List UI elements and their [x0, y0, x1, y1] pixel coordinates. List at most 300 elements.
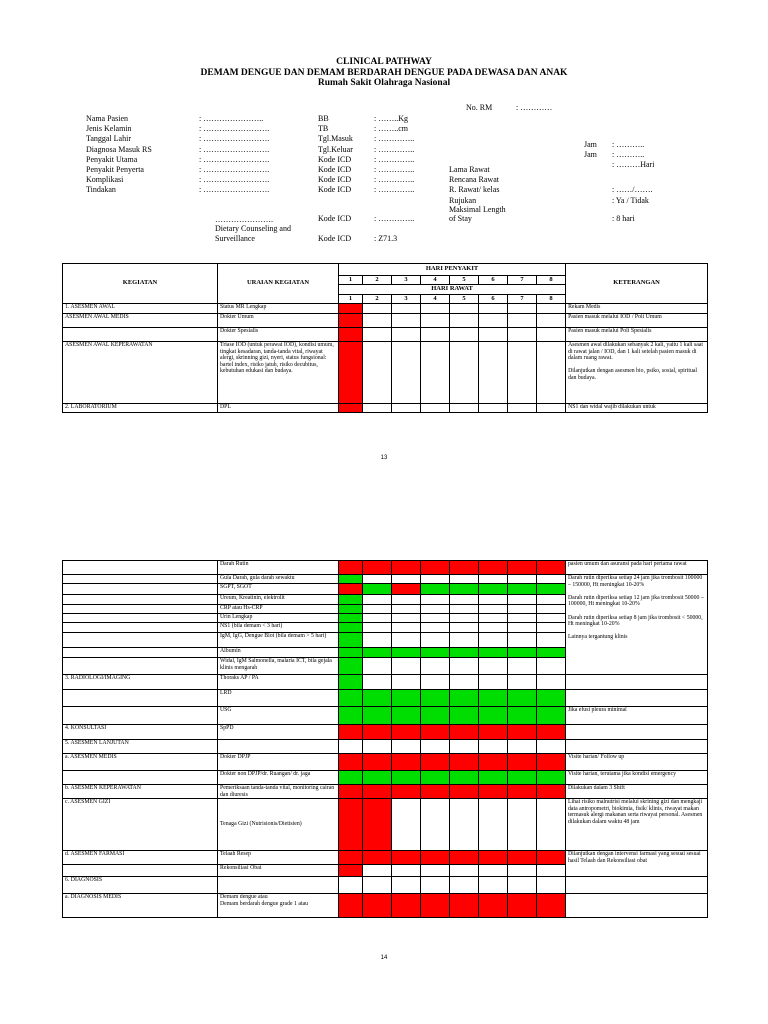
day-6-cell-required [479, 725, 508, 740]
col2-label: Tgl.Keluar [318, 144, 353, 154]
day-6-cell-optional [479, 771, 508, 785]
day-1-cell-optional [339, 575, 363, 584]
col1-value: : ……………………. [199, 185, 270, 195]
day-7-cell-empty [508, 675, 537, 690]
day-header-7: 7 [508, 276, 537, 285]
col2-label: Kode ICD [318, 154, 352, 164]
col1-value: : ……………………. [199, 154, 270, 164]
day-2-cell-optional [363, 690, 392, 707]
day-6-cell-empty [479, 342, 508, 404]
day-5-cell-empty [450, 877, 479, 894]
col4-value: : ……….. [612, 149, 645, 159]
kegiatan-cell: b. ASESMEN KEPERAWATAN [63, 785, 218, 799]
day-header-2: 2 [363, 276, 392, 285]
day-1-cell-empty [339, 740, 363, 754]
col2-label: Tgl.Masuk [318, 134, 353, 144]
day-8-cell-required [537, 561, 566, 575]
day-header-6: 6 [479, 295, 508, 304]
day-5-cell-optional [450, 707, 479, 725]
day-7-cell-optional [508, 584, 537, 595]
keterangan-cell: Visite harian, terutama jika kondisi emergency [566, 771, 708, 785]
col1-label: Nama Pasien [86, 114, 128, 123]
day-4-cell-optional [421, 690, 450, 707]
day-5-cell-required [450, 851, 479, 865]
kegiatan-cell [63, 614, 218, 623]
day-8-cell-empty [537, 342, 566, 404]
uraian-cell: LRD [218, 690, 339, 707]
day-6-cell-empty [479, 328, 508, 342]
day-2-cell-required [363, 785, 392, 799]
page-13 [0, 0, 768, 480]
day-header-6: 6 [479, 276, 508, 285]
day-2-cell-empty [363, 605, 392, 614]
day-7-cell-optional [508, 690, 537, 707]
day-4-cell-required [421, 725, 450, 740]
kegiatan-cell: ASESMEN AWAL KEPERAWATAN [63, 342, 218, 404]
day-5-cell-empty [450, 328, 479, 342]
keterangan-cell: Lihat risiko malnutrisi melalui skrining gizi dan mengkaji data antropometri, biokimia, fisik/ klinis, riwayat makan termasuk alergi makanan serta riwayat personal. Asesmen dilakukan dalam waktu 48 jam [566, 799, 708, 851]
day-8-cell-required [537, 754, 566, 771]
day-header-3: 3 [392, 295, 421, 304]
col4-label: Jam [584, 149, 597, 159]
day-5-cell-empty [450, 633, 479, 648]
day-4-cell-empty [421, 575, 450, 584]
col1-label: Komplikasi [86, 175, 124, 185]
day-3-cell-empty [392, 314, 421, 328]
day-3-cell-empty [392, 740, 421, 754]
day-4-cell-empty [421, 605, 450, 614]
day-header-5: 5 [450, 276, 479, 285]
day-3-cell-empty [392, 595, 421, 605]
day-5-cell-empty [450, 314, 479, 328]
col1-value: : ……………………. [199, 134, 270, 144]
day-2-cell-empty [363, 314, 392, 328]
day-2-cell-empty [363, 404, 392, 413]
day-3-cell-empty [392, 328, 421, 342]
pathway-table-page2 [62, 560, 708, 918]
day-1-cell-required [339, 785, 363, 799]
day-6-cell-optional [479, 690, 508, 707]
day-4-cell-empty [421, 740, 450, 754]
day-8-cell-empty [537, 877, 566, 894]
keterangan-cell: Darah rutin diperiksa setiap 24 jam jika trombosit 100000 – 150000, Ht meningkat 10-20% Darah rutin diperiksa setiap 12 jam jika trombosit 50000 – 100000, Ht meningkat 10-20% Darah rutin diperiksa setiap 8 jam jika trombosit < 50000, Ht meningkat 10-20% Lainnya tergantung klinis [566, 575, 708, 675]
day-2-cell-required [363, 561, 392, 575]
day-5-cell-required [450, 894, 479, 918]
day-7-cell-empty [508, 328, 537, 342]
keterangan-cell [566, 725, 708, 740]
day-3-cell-empty [392, 342, 421, 404]
day-1-cell-optional [339, 658, 363, 675]
day-7-cell-empty [508, 404, 537, 413]
day-5-cell-required [450, 561, 479, 575]
day-1-cell-required [339, 584, 363, 595]
kegiatan-cell: a. DIAGNOSIS MEDIS [63, 894, 218, 918]
day-7-cell-required [508, 785, 537, 799]
col1-label: Tanggal Lahir [86, 134, 131, 144]
day-6-cell-required [479, 785, 508, 799]
day-1-cell-optional [339, 633, 363, 648]
col2-value: : ………….. [374, 154, 415, 164]
table-row [63, 851, 708, 865]
day-4-cell-empty [421, 342, 450, 404]
col1-label: Diagnosa Masuk RS [86, 144, 152, 154]
day-2-cell-empty [363, 633, 392, 648]
kegiatan-cell [63, 707, 218, 725]
day-3-cell-optional [392, 771, 421, 785]
day-3-cell-empty [392, 799, 421, 851]
col4-label: Jam [584, 139, 597, 149]
keterangan-cell: Dilanjutkan dengan intervensi farmasi yang sesuai sesuai hasil Telaah dan Rekonsiliasi obat [566, 851, 708, 877]
keterangan-cell: Rekam Medis [566, 304, 708, 314]
day-2-cell-empty [363, 675, 392, 690]
day-7-cell-required [508, 894, 537, 918]
day-1-cell-required [339, 894, 363, 918]
day-1-cell-optional [339, 623, 363, 633]
day-2-cell-empty [363, 865, 392, 877]
col4-value: : Ya / Tidak [612, 195, 649, 205]
keterangan-cell: Dilakukan dalam 3 Shift [566, 785, 708, 799]
day-header-2: 2 [363, 295, 392, 304]
col2-value: : ……..Kg [374, 114, 408, 123]
day-7-cell-empty [508, 342, 537, 404]
day-3-cell-empty [392, 633, 421, 648]
kegiatan-cell [63, 575, 218, 584]
day-3-cell-optional [392, 707, 421, 725]
table-row [63, 675, 708, 690]
day-2-cell-optional [363, 707, 392, 725]
tindakan-extra-text: …………………. [215, 215, 273, 224]
uraian-cell: Thoraks AP / PA [218, 675, 339, 690]
col3-text: Lama Rawat [449, 165, 490, 174]
tindakan-extra-text: Dietary Counseling and [215, 224, 291, 233]
kegiatan-cell [63, 690, 218, 707]
uraian-cell: Status MR Lengkap [218, 304, 339, 314]
day-6-cell-optional [479, 648, 508, 658]
doc-title: CLINICAL PATHWAY [336, 57, 432, 67]
day-1-cell-optional [339, 771, 363, 785]
day-2-cell-optional [363, 771, 392, 785]
col1-label: Penyakit Penyerta [86, 165, 144, 174]
uraian-cell [218, 877, 339, 894]
uraian-cell [218, 740, 339, 754]
uraian-cell: Widal, IgM Salmonella, malaria ICT, bila gejala klinis mengarah [218, 658, 339, 675]
kegiatan-cell [63, 561, 218, 575]
keterangan-cell: Asesmen awal dilakukan sebanyak 2 kali, yaitu 1 kali saat di rawat jalan / IOD, dan 1 kali setelah pasien masuk di dalam ruang rawat. Dilanjutkan dengan asesmen bio, psiko, sosial, spiritual dan budaya. [566, 342, 708, 404]
col2-value: : ………….. [374, 185, 415, 195]
day-8-cell-empty [537, 575, 566, 584]
day-4-cell-optional [421, 707, 450, 725]
day-2-cell-empty [363, 877, 392, 894]
table-row [63, 342, 708, 404]
uraian-cell: Rekonsiliasi Obat [218, 865, 339, 877]
day-1-cell-optional [339, 690, 363, 707]
day-4-cell-empty [421, 633, 450, 648]
col1-value: : ……………………. [199, 175, 270, 185]
col1-label: Jenis Kelamin [86, 124, 132, 134]
table-row [63, 404, 708, 413]
day-5-cell-empty [450, 623, 479, 633]
uraian-cell: Urin Lengkap [218, 614, 339, 623]
col-header-hari-rawat: HARI RAWAT [339, 285, 566, 295]
day-7-cell-required [508, 851, 537, 865]
col2-label: Kode ICD [318, 214, 352, 223]
day-8-cell-empty [537, 304, 566, 314]
day-6-cell-empty [479, 865, 508, 877]
day-1-cell-required [339, 561, 363, 575]
table-row [63, 754, 708, 771]
keterangan-cell: Visite harian/ Follow up [566, 754, 708, 771]
day-2-cell-empty [363, 342, 392, 404]
day-6-cell-required [479, 851, 508, 865]
day-8-cell-empty [537, 614, 566, 623]
day-4-cell-empty [421, 614, 450, 623]
col2-value: : ………….. [374, 214, 415, 223]
day-7-cell-empty [508, 799, 537, 851]
kegiatan-cell: 3. RADIOLOGI/IMAGING [63, 675, 218, 690]
day-5-cell-required [450, 725, 479, 740]
day-8-cell-empty [537, 658, 566, 675]
day-3-cell-empty [392, 404, 421, 413]
day-8-cell-empty [537, 623, 566, 633]
day-4-cell-empty [421, 877, 450, 894]
uraian-cell: Dokter Spesialis [218, 328, 339, 342]
day-1-cell-optional [339, 648, 363, 658]
kegiatan-cell [63, 633, 218, 648]
col2-value: : Z71.3 [374, 234, 398, 243]
day-1-cell-required [339, 304, 363, 314]
uraian-cell: Dokter Umum [218, 314, 339, 328]
keterangan-cell [566, 740, 708, 754]
table-row [63, 785, 708, 799]
day-3-cell-empty [392, 575, 421, 584]
day-8-cell-empty [537, 328, 566, 342]
day-2-cell-required [363, 799, 392, 851]
uraian-cell: IgM, IgG, Dengue Blot (bila demam > 5 hari) [218, 633, 339, 648]
table-row [63, 771, 708, 785]
day-2-cell-required [363, 851, 392, 865]
uraian-cell: USG [218, 707, 339, 725]
day-5-cell-required [450, 785, 479, 799]
day-1-cell-optional [339, 595, 363, 605]
col2-label: Kode ICD [318, 165, 352, 174]
day-header-8: 8 [537, 276, 566, 285]
no-rm-value: : ………… [516, 103, 553, 112]
day-6-cell-empty [479, 633, 508, 648]
uraian-cell: Albumin [218, 648, 339, 658]
day-3-cell-empty [392, 614, 421, 623]
day-5-cell-empty [450, 605, 479, 614]
col3-text: Rujukan [449, 195, 477, 205]
day-5-cell-empty [450, 614, 479, 623]
day-8-cell-optional [537, 771, 566, 785]
keterangan-cell: Pasien masuk melalui IOD / Poli Umum [566, 314, 708, 328]
day-6-cell-empty [479, 623, 508, 633]
day-2-cell-required [363, 894, 392, 918]
day-4-cell-empty [421, 404, 450, 413]
day-4-cell-empty [421, 595, 450, 605]
kegiatan-cell [63, 328, 218, 342]
uraian-cell: Triase IOD (untuk perawat IOD), kondisi umum, tingkat kesadaran, tanda-tanda vital, riwayat alergi, skrinning gizi, nyeri, status fungsional: bartel index, risiko jatuh, risiko decubitus, kebutuhan edukasi dan budaya. [218, 342, 339, 404]
table-row [63, 707, 708, 725]
col2-label: BB [318, 114, 329, 123]
col4-value: : ………Hari [612, 160, 655, 169]
day-1-cell-required [339, 754, 363, 771]
day-3-cell-empty [392, 675, 421, 690]
col1-value: : ……………………. [199, 165, 270, 174]
uraian-cell: Dokter DPJP [218, 754, 339, 771]
day-header-5: 5 [450, 295, 479, 304]
uraian-cell: Gula Darah, gula darah sewaktu [218, 575, 339, 584]
day-3-cell-required [392, 561, 421, 575]
uraian-cell: DPL [218, 404, 339, 413]
day-1-cell-optional [339, 605, 363, 614]
keterangan-cell: NS1 dan widal wajib dilakukan untuk [566, 404, 708, 413]
day-2-cell-empty [363, 740, 392, 754]
day-4-cell-empty [421, 304, 450, 314]
day-1-cell-optional [339, 707, 363, 725]
day-3-cell-optional [392, 690, 421, 707]
keterangan-cell [566, 894, 708, 918]
day-4-cell-optional [421, 771, 450, 785]
day-6-cell-empty [479, 605, 508, 614]
col2-value: : ………….. [374, 134, 415, 144]
day-8-cell-required [537, 785, 566, 799]
kegiatan-cell: c. ASESMEN GIZI [63, 799, 218, 851]
day-1-cell-required [339, 851, 363, 865]
kegiatan-cell [63, 584, 218, 595]
day-4-cell-empty [421, 328, 450, 342]
uraian-cell: Telaah Resep [218, 851, 339, 865]
day-3-cell-required [392, 584, 421, 595]
hospital-name: Rumah Sakit Olahraga Nasional [317, 78, 451, 88]
day-7-cell-required [508, 725, 537, 740]
col3-text: of Stay [449, 214, 472, 223]
col-header-keterangan: KETERANGAN [566, 264, 708, 304]
kegiatan-cell [63, 658, 218, 675]
col4-value: : 8 hari [612, 214, 635, 223]
col-header-kegiatan: KEGIATAN [63, 264, 218, 304]
day-6-cell-empty [479, 304, 508, 314]
day-8-cell-required [537, 894, 566, 918]
table-row [63, 740, 708, 754]
day-7-cell-required [508, 561, 537, 575]
kegiatan-cell: 4. KONSULTASI [63, 725, 218, 740]
day-2-cell-optional [363, 648, 392, 658]
day-4-cell-empty [421, 799, 450, 851]
day-8-cell-optional [537, 584, 566, 595]
table-row [63, 575, 708, 584]
day-8-cell-optional [537, 648, 566, 658]
day-7-cell-empty [508, 877, 537, 894]
day-6-cell-empty [479, 575, 508, 584]
day-1-cell-required [339, 725, 363, 740]
col4-value: : ……/……. [612, 185, 653, 195]
day-6-cell-empty [479, 314, 508, 328]
table-row [63, 877, 708, 894]
uraian-cell: Tenaga Gizi (Nutrisionis/Dietisien) [218, 799, 339, 851]
day-3-cell-empty [392, 865, 421, 877]
table-row [63, 725, 708, 740]
day-5-cell-empty [450, 799, 479, 851]
uraian-cell: Pemeriksaan tanda-tanda vital, monitoring cairan dan diuresis [218, 785, 339, 799]
day-5-cell-empty [450, 595, 479, 605]
col2-value: : ……..cm [374, 124, 408, 134]
day-8-cell-empty [537, 633, 566, 648]
day-2-cell-empty [363, 304, 392, 314]
day-7-cell-optional [508, 771, 537, 785]
col4-value: : ……….. [612, 139, 645, 149]
day-7-cell-empty [508, 658, 537, 675]
page-number: 14 [380, 955, 388, 961]
day-1-cell-required [339, 314, 363, 328]
day-5-cell-optional [450, 648, 479, 658]
day-2-cell-required [363, 754, 392, 771]
day-4-cell-required [421, 561, 450, 575]
day-5-cell-empty [450, 404, 479, 413]
day-4-cell-empty [421, 623, 450, 633]
uraian-cell: Darah Rutin [218, 561, 339, 575]
day-1-cell-required [339, 342, 363, 404]
uraian-cell: Ureum, Kreatinin, elektrolit [218, 595, 339, 605]
kegiatan-cell: 6. DIAGNOSIS [63, 877, 218, 894]
day-7-cell-empty [508, 605, 537, 614]
doc-subtitle: DEMAM DENGUE DAN DEMAM BERDARAH DENGUE PADA DEWASA DAN ANAK [200, 67, 568, 78]
day-8-cell-empty [537, 799, 566, 851]
day-3-cell-optional [392, 648, 421, 658]
day-6-cell-empty [479, 595, 508, 605]
day-8-cell-empty [537, 605, 566, 614]
day-1-cell-required [339, 404, 363, 413]
day-1-cell-required [339, 328, 363, 342]
day-2-cell-required [363, 725, 392, 740]
day-8-cell-optional [537, 690, 566, 707]
day-6-cell-empty [479, 877, 508, 894]
day-5-cell-empty [450, 865, 479, 877]
day-8-cell-empty [537, 740, 566, 754]
col2-label: Kode ICD [318, 175, 352, 185]
day-2-cell-empty [363, 575, 392, 584]
day-5-cell-empty [450, 342, 479, 404]
table-row [63, 799, 708, 851]
keterangan-cell [566, 877, 708, 894]
table-row [63, 304, 708, 314]
uraian-cell: SGPT, SGOT [218, 584, 339, 595]
day-5-cell-optional [450, 690, 479, 707]
day-5-cell-empty [450, 575, 479, 584]
col2-label: TB [318, 124, 329, 134]
keterangan-cell: pasien umum dan asuransi pada hari pertama rawat [566, 561, 708, 575]
pathway-table-page1 [62, 263, 708, 413]
day-4-cell-optional [421, 648, 450, 658]
day-4-cell-empty [421, 865, 450, 877]
table-row [63, 561, 708, 575]
col2-label: Kode ICD [318, 234, 352, 243]
day-5-cell-optional [450, 771, 479, 785]
day-7-cell-empty [508, 575, 537, 584]
day-2-cell-optional [363, 584, 392, 595]
day-4-cell-required [421, 851, 450, 865]
uraian-cell: SpPD [218, 725, 339, 740]
day-1-cell-empty [339, 877, 363, 894]
uraian-cell: Dokter non DPJP/dr. Ruangan/ dr. jaga [218, 771, 339, 785]
day-8-cell-empty [537, 314, 566, 328]
day-7-cell-empty [508, 865, 537, 877]
col-header-uraian: URAIAN KEGIATAN [218, 264, 339, 304]
day-6-cell-empty [479, 404, 508, 413]
table-row [63, 690, 708, 707]
day-5-cell-empty [450, 304, 479, 314]
document-header [0, 57, 768, 89]
